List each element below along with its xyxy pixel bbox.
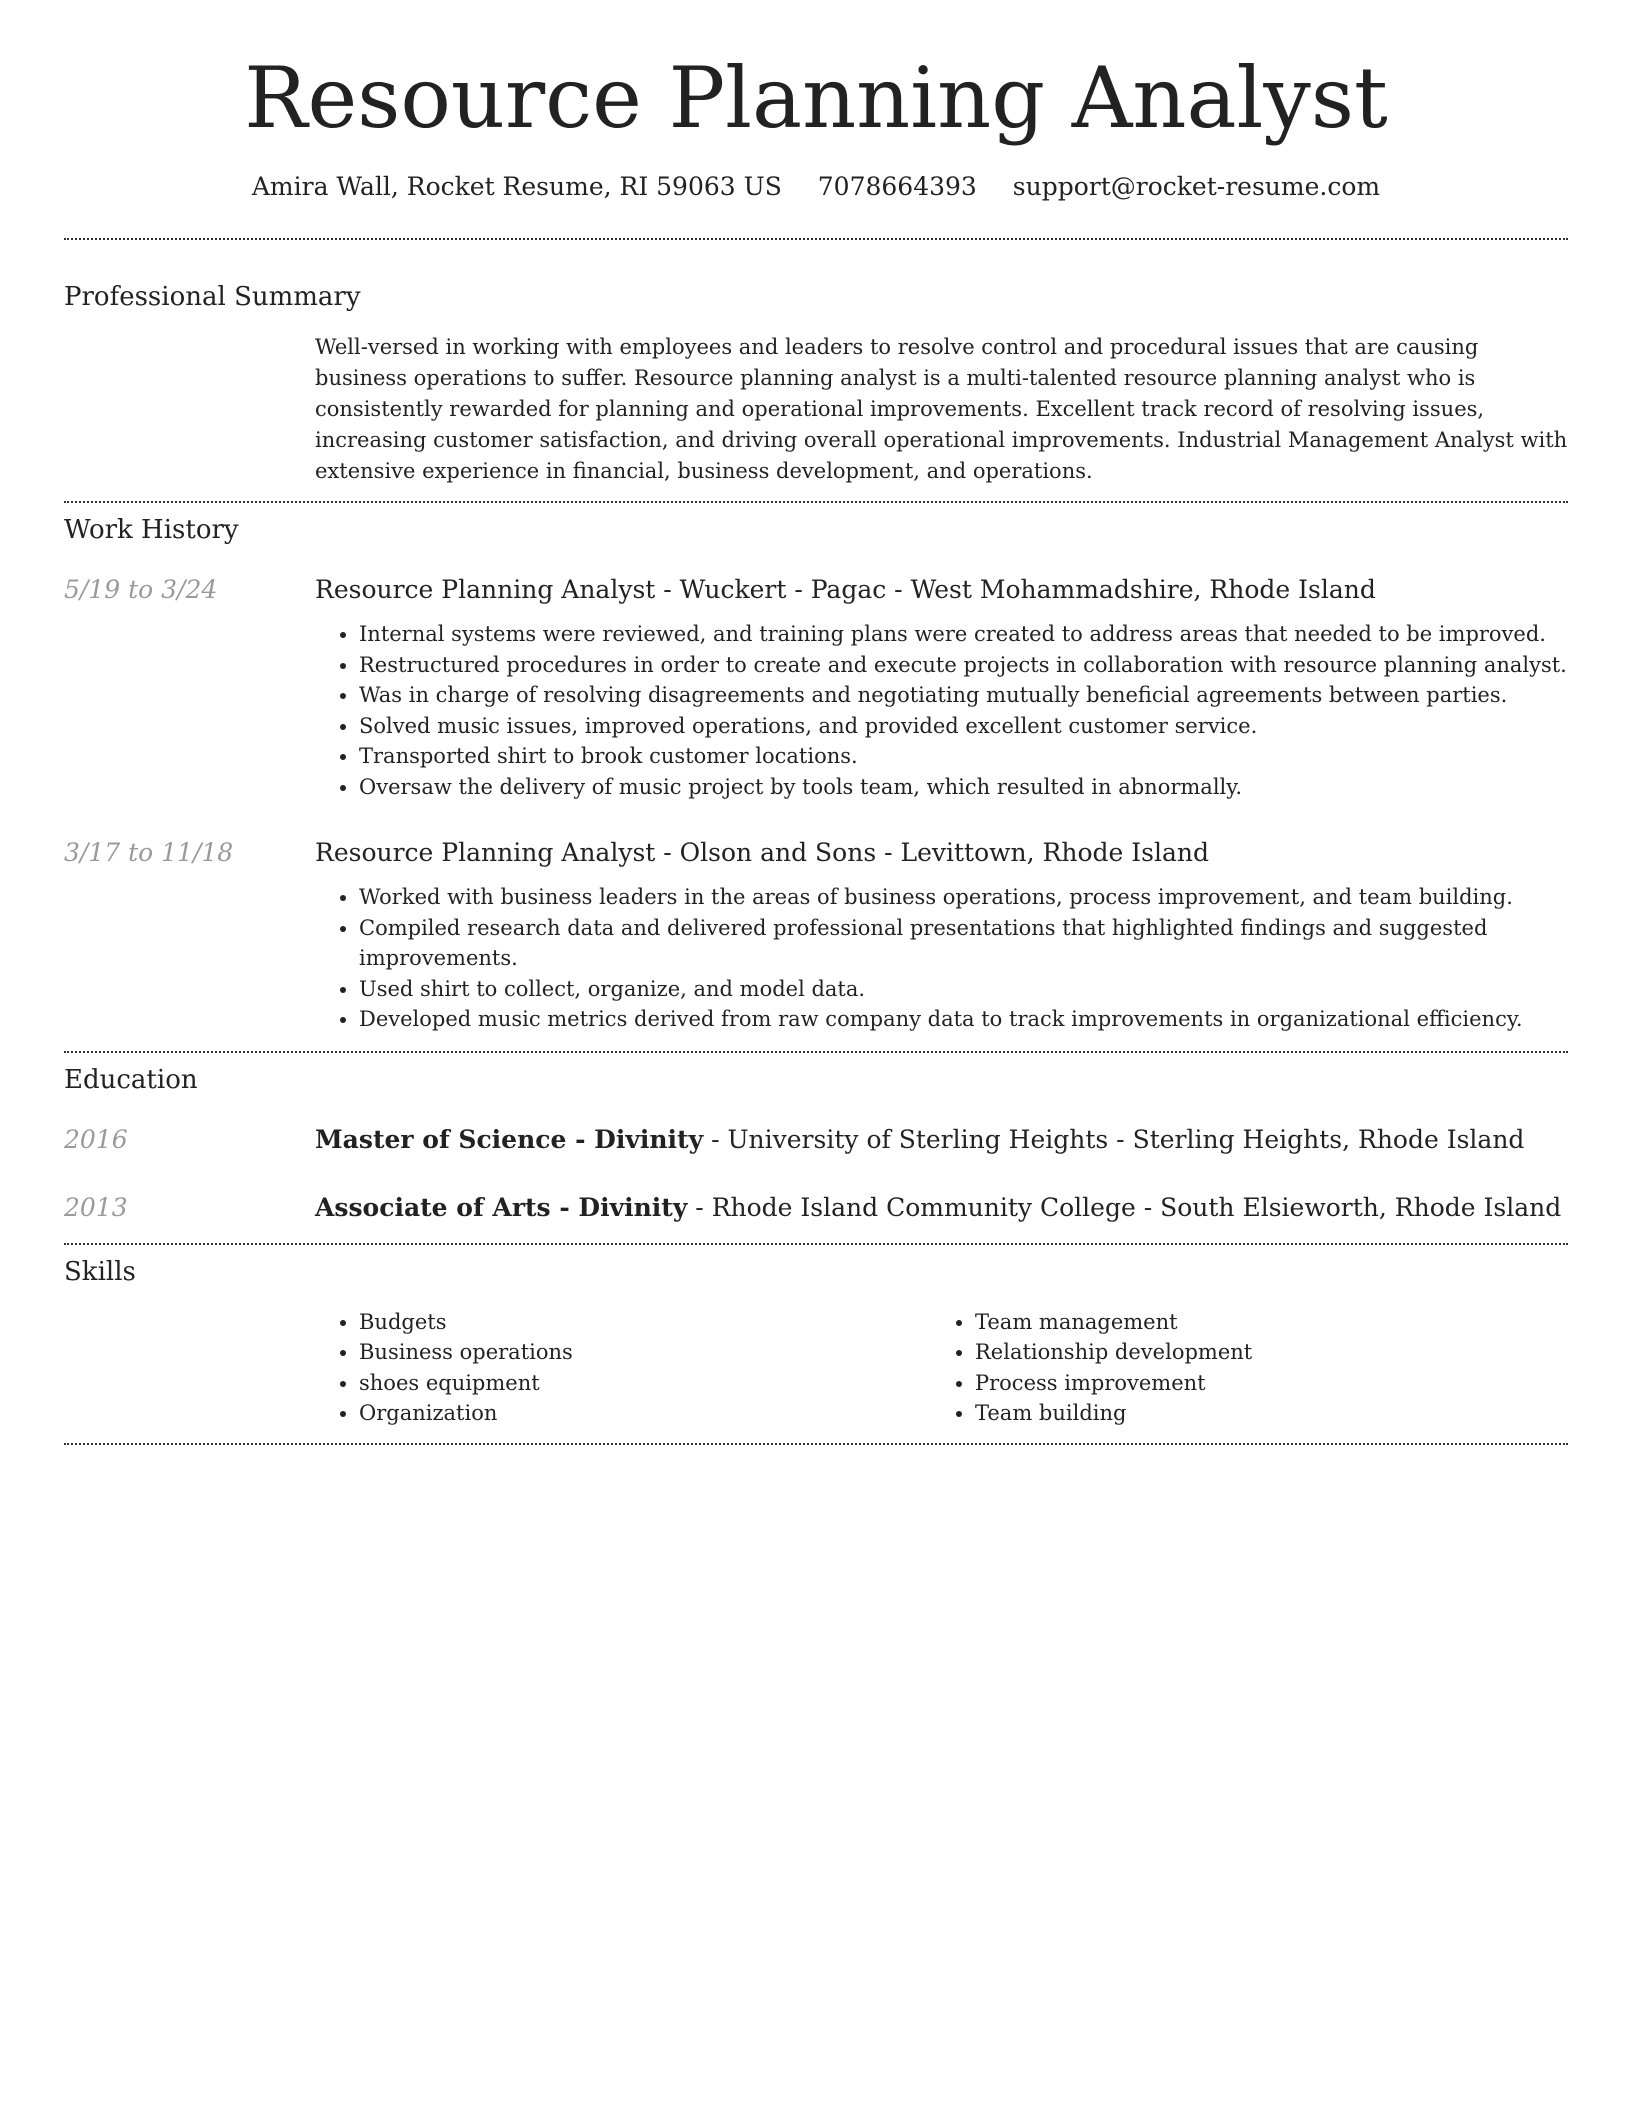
skills-column-right	[931, 1307, 1547, 1429]
contact-line	[64, 170, 1568, 204]
resume-title: Resource Planning Analyst	[244, 49, 1388, 147]
list-item: • Worked with business leaders in the areas of business operations, process improvement, and team building.	[359, 882, 1568, 913]
section-title-education: Education	[64, 1064, 198, 1095]
job-dates: 5/19 to 3/24	[64, 575, 218, 604]
education-entry	[64, 1191, 1568, 1225]
job-dates: 3/17 to 11/18	[64, 838, 234, 867]
list-item: • Was in charge of resolving disagreements and negotiating mutually beneficial agreements between parties.	[359, 680, 1568, 711]
skills-column-left	[315, 1307, 931, 1429]
education-year: 2013	[64, 1192, 128, 1222]
skill-item: • Team management	[975, 1307, 1547, 1338]
job-bullets	[315, 619, 1568, 802]
job-entry	[64, 573, 1568, 802]
summary-text: Well-versed in working with employees and leaders to resolve control and procedural issues that are causing business operations to suffer. Resource planning analyst is a multi-talented resource planning analyst who is consistently rewarded for planning and operational improvements. Excellent track record of resolving issues, increasing customer satisfaction, and driving overall operational improvements. Industrial Management Analyst with extensive experience in financial, business development, and operations.	[315, 335, 1568, 483]
skill-item: • Relationship development	[975, 1337, 1547, 1368]
education-year: 2016	[64, 1124, 128, 1154]
skill-item: • Organization	[359, 1398, 931, 1429]
section-title-skills: Skills	[64, 1256, 136, 1287]
list-item: • Solved music issues, improved operations, and provided excellent customer service.	[359, 711, 1568, 742]
skill-item: • shoes equipment	[359, 1368, 931, 1399]
skills-columns	[315, 1307, 1568, 1429]
list-item: • Developed music metrics derived from raw company data to track improvements in organizational efficiency.	[359, 1004, 1568, 1035]
job-heading: Resource Planning Analyst - Olson and Sons - Levittown, Rhode Island	[315, 838, 1209, 867]
list-item: • Restructured procedures in order to create and execute projects in collaboration with resource planning analyst.	[359, 650, 1568, 681]
contact-phone: 7078664393	[817, 172, 977, 201]
school-details: - Rhode Island Community College - South Elsieworth, Rhode Island	[687, 1192, 1562, 1222]
school-details: - University of Sterling Heights - Sterling Heights, Rhode Island	[703, 1124, 1525, 1154]
skills-section	[64, 1245, 1568, 1429]
degree-name: Master of Science - Divinity	[315, 1124, 704, 1154]
education-section	[64, 1053, 1568, 1243]
list-item: • Used shirt to collect, organize, and model data.	[359, 974, 1568, 1005]
section-title-summary: Professional Summary	[64, 282, 361, 312]
list-item: • Transported shirt to brook customer locations.	[359, 741, 1568, 772]
contact-address: Amira Wall, Rocket Resume, RI 59063 US	[251, 172, 782, 201]
contact-email: support@rocket-resume.com	[1012, 172, 1381, 201]
list-item: • Oversaw the delivery of music project by tools team, which resulted in abnormally.	[359, 772, 1568, 803]
skill-item: • Process improvement	[975, 1368, 1547, 1399]
skill-item: • Business operations	[359, 1337, 931, 1368]
degree-name: Associate of Arts - Divinity	[315, 1192, 688, 1222]
skill-item: • Budgets	[359, 1307, 931, 1338]
list-item: • Compiled research data and delivered professional presentations that highlighted findings and suggested improvements.	[359, 913, 1568, 974]
education-entry	[64, 1123, 1568, 1157]
education-heading	[315, 1191, 1568, 1225]
divider	[64, 238, 1568, 240]
section-title-work: Work History	[64, 515, 239, 545]
skill-item: • Team building	[975, 1398, 1547, 1429]
education-heading	[315, 1123, 1568, 1157]
resume-page	[64, 0, 1568, 1445]
job-heading: Resource Planning Analyst - Wuckert - Pagac - West Mohammadshire, Rhode Island	[315, 575, 1376, 604]
work-history-section	[64, 503, 1568, 1051]
list-item: • Internal systems were reviewed, and training plans were created to address areas that needed to be improved.	[359, 619, 1568, 650]
job-entry	[64, 836, 1568, 1035]
job-bullets	[315, 882, 1568, 1035]
divider	[64, 1443, 1568, 1445]
